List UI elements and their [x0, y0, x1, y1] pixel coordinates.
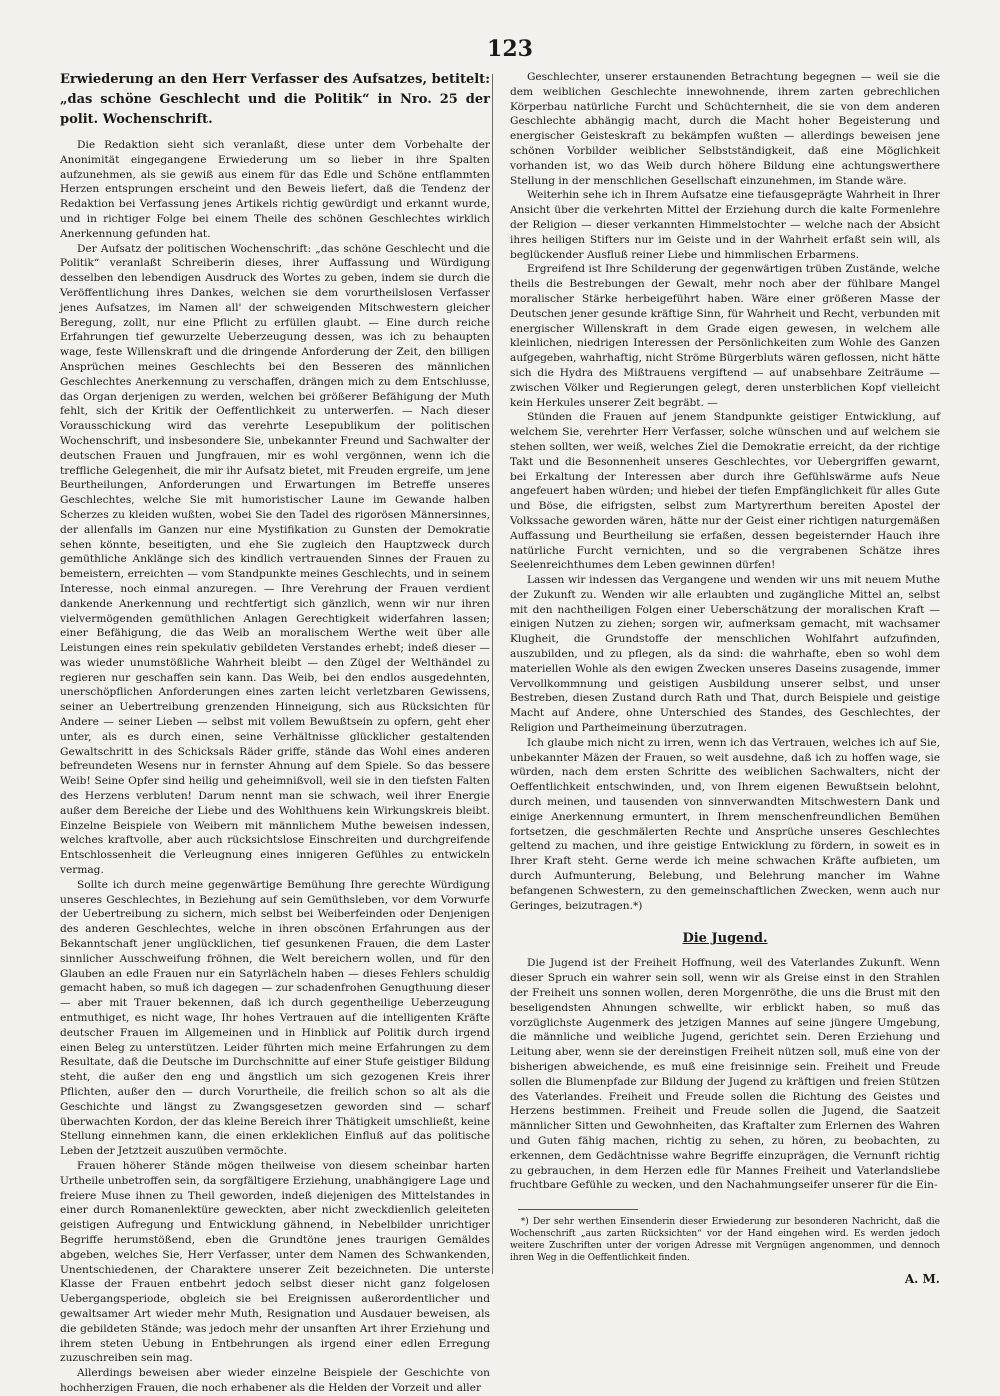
paragraph: Sollte ich durch meine gegenwärtige Bemühung Ihre gerechte Würdigung unseres Geschlechtes, in Beziehung auf sein Gemüthsleben, vor dem Vorwurfe der Uebertreibung zu sichern, mich selbst bei Weiberfeinden oder Denjenigen des anderen Geschlechtes, welche in ihren obscönen Erfahrungen aus der Bekanntschaft jener unglücklichen, tief gesunkenen Frauen, die dem Laster sinnlicher Ausschweifung fröhnen, die Welt bereichern wollen, und für den Glauben an edle Frauen nur ein Satyrlächeln haben — dieses Fehlers schuldig gemacht haben, so muß ich dagegen — zur schadenfrohen Genugthuung dieser — aber mit Trauer bekennen, daß ich durch gegentheilige Ueberzeugung entmuthiget, es nicht wage, Ihr hohes Vertrauen auf die intelligenten Kräfte deutscher Frauen im Allgemeinen und in Hinblick auf Politik durch irgend einen Beleg zu unterstützen. Leider führten mich meine Erfahrungen zu dem Resultate, daß die Deutsche im Durchschnitte auf einer Stufe geistiger Bildung steht, die außer den eng und ängstlich um sich gezogenen Kreis ihrer Pflichten, außer den — durch Vorurtheile, die freilich schon so alt als die Geschichte und längst zu Zwangsgesetzen geworden sind — scharf überwachten Kordon, der das kleine Bereich ihrer Thätigkeit umschließt, keine Stellung einnehmen kann, die einen erkleklichen Einfluß auf das politische Leben der Jetztzeit auszuüben vermöchte. — [60, 878, 490, 1158]
paragraph: Ergreifend ist Ihre Schilderung der gegenwärtigen trüben Zustände, welche theils die Bestrebungen der Gewalt, mehr noch aber der fühlbare Mangel moralischer Stärke herbeigeführt haben. Wäre einer größeren Masse der Deutschen jener gesunde kräftige Sinn, für Wahrheit und Recht, verbunden mit energischer Willenskraft in dem Grade eigen gewesen, in welchem alle kleinlichen, niedrigen Interessen der Persönlichkeiten zum Wohle des Ganzen aufgegeben, wahrhaftig, nicht Ströme Bürgerbluts wären geflossen, nicht hätte sich die Hydra des Mißtrauens vergiftend — auf unabsehbare Zeiträume — zwischen Völker und Regierungen gelegt, deren unsterblichen Kopf vielleicht kein Herkules unserer Zeit begräbt. — — [510, 263, 940, 409]
paragraph: Die Jugend ist der Freiheit Hoffnung, weil des Vaterlandes Zukunft. Wenn dieser Spruch ein wahrer sein soll, wenn wir als Greise einst in den Strahlen der Freiheit uns sonnen wollen, deren Morgenröthe, die uns die Brust mit den beseligendsten Ahnungen schwellte, wir erblickt haben, so muß das vorzüglichste Augenmerk des jetzigen Mannes auf seine jüngere Umgebung, die männliche und weibliche Jugend, gerichtet sein. Deren Erziehung und Leitung aber, wenn sie der dereinstigen Freiheit nützen soll, muß eine von der bisherigen abweichende, es muß eine freisinnige sein. Freiheit und Freude sollen die Blumenpfade zur Bildung der Jugend zu kräftigen und freien Stützen des Vaterlandes. Freiheit und Freude sollen die Richtung des Geistes und Herzens bestimmen. Freiheit und Freude sollen die Jugend, die Saatzeit männlicher Sitten und Gewohnheiten, das Kraftalter zum Erlernen des Wahren und Guten fähig machen, richtig zu sehen, zu hören, zu beobachten, zu erkennen, dem Gedächtnisse wahre Begriffe einzuprägen, die Vernunft richtig zu gebrauchen, in dem Herzen edle für Mannes Freiheit und Vaterlandsliebe fruchtbare Gefühle zu wecken, und den Nachahmungseifer unserer für die Ein- — [510, 957, 940, 1192]
signature: A. M. — [904, 1272, 940, 1287]
section-title: Die Jugend. — [682, 931, 768, 947]
paragraph: Stünden die Frauen auf jenem Standpunkte geistiger Entwicklung, auf welchem Sie, verehrter Herr Verfasser, solche wünschen und auf welchem sie stehen sollten, wer weiß, welches Ziel die Demokratie erreicht, da der richtige Takt und die Besonnenheit unseres Geschlechtes, vor Uebergriffen gewarnt, bei Erkaltung der Interessen aber durch ihre Gefühlswärme aufs Neue angefeuert haben würden; und hiebei der tiefen Empfänglichkeit für alles Gute und Böse, die eifrigsten, selbst zum Martyrerthum bereiten Apostel der Volkssache geworden wären, hätte nur der Geist einer richtigen naturgemäßen Auffassung und Beurtheilung sie erfaßen, dessen begeisternder Hauch ihre natürliche Furcht vernichten, und so die vergrabenen Schätze ihres Seelenreichthumes dem Leben gewinnen dürfen! — [510, 411, 940, 572]
paragraph: Lassen wir indessen das Vergangene und wenden wir uns mit neuem Muthe der Zukunft zu. Wenden wir alle erlaubten und zugängliche Mittel an, selbst mit den nachtheiligen Folgen einer Ueberschätzung der moralischen Kraft — einigen Nutzen zu ziehen; sorgen wir, aufmerksam gemacht, mit wachsamer Klugheit, die Grundstoffe der menschlichen Wohlfahrt aufzufinden, auszubilden, und zu pflegen, als da sind: die wahrhafte, eben so wohl dem materiellen Wohle als den ewigen Zwecken unseres Daseins zusagende, immer Vervollkommnung und geistigen Ausbildung unserer selbst, und unser Bestreben, diesen Zustand durch Rath und That, durch Beispiele und geistige Macht auf Andere, ohne Unterschied des Standes, des Geschlechtes, der Religion und Partheimeinung überzutragen. — [510, 574, 940, 735]
left-column — [60, 70, 490, 1396]
footnote: *) Der sehr werthen Einsenderin dieser Erwiederung zur besonderen Nachricht, daß die Wochenschrift „aus zarten Rücksichten“ vor der Hand eingehen wird. Es werden jedoch weitere Zuschriften unter der vorigen Adresse mit Vergnügen angenommen, und dennoch ihren Weg in die Oeffentlichkeit finden. — [510, 1217, 940, 1264]
page-number: 123 — [487, 36, 533, 62]
paragraph: Ich glaube mich nicht zu irren, wenn ich das Vertrauen, welches ich auf Sie, unbekannter Mäzen der Frauen, so weit ausdehne, daß ich zu hoffen wage, sie würden, nach dem ersten Schritte des weiblichen Sachwalters, nicht der Oeffentlichkeit entschwinden, und, von Ihrem eigenen Bewußtsein belohnt, durch meinen, und tausenden von sinnverwandten Mitschwestern Dank und einige Anerkennung ermuntert, in Ihrem menschenfreundlichen Bemühen fortsetzen, die geschmälerten Rechte und Ansprüche unseres Geschlechtes geltend zu machen, und ihre geistige Entwicklung zu fördern, in soweit es in Ihrer Kraft steht. Gerne werde ich meine schwachen Kräfte aufbieten, um durch Aufmunterung, Belebung, und Belehrung mancher im Wahne befangenen Schwestern, zu den gemeinschaftlichen Zwecken, wenn auch nur Geringes, beizutragen.*) — [510, 736, 940, 912]
footnote-rule — [518, 1209, 638, 1210]
paragraph: Weiterhin sehe ich in Ihrem Aufsatze eine tiefausgeprägte Wahrheit in Ihrer Ansicht über die verkehrten Mittel der Erziehung durch die kalte Formenlehre der Religion — dieser verkannten Himmelstochter — welche nach der Absicht ihres heiligen Stifters nur im Geiste und in der Wahrheit erfaßt sein will, als beglückender Ausfluß reiner Liebe und himmlischen Erbarmens. — [510, 189, 940, 261]
right-column — [510, 70, 940, 1286]
paragraph: Der Aufsatz der politischen Wochenschrift: „das schöne Geschlecht und die Politik“ veranlaßt Schreiberin dieses, ihrer Auffassung und Würdigung desselben den lebendigen Ausdruck des Wortes zu geben, indem sie durch die Veröffentlichung ihres Dankes, welchen sie dem vorurtheilslosen Verfasser jenes Aufsatzes, im Namen all' der schweigenden Mitschwestern gleicher Beregung, zollt, nur eine Pflicht zu erfüllen glaubt. — Eine durch reiche Erfahrungen tief gewurzelte Ueberzeugung dessen, was ich zu behaupten wage, feste Willenskraft und die dringende Anforderung der Zeit, den billigen Ansprüchen meines Geschlechts bei den Besseren des männlichen Geschlechtes Anerkennung zu verschaffen, drängen mich zu dem Entschlusse, das Organ derjenigen zu werden, welchen bei größerer Befähigung der Muth fehlt, sich der Kritik der Oeffentlichkeit zu unterwerfen. — Nach dieser Vorausschickung wird das verehrte Lesepublikum der politischen Wochenschrift, und insbesondere Sie, unbekannter Freund und Sachwalter der deutschen Frauen und Jungfrauen, mir es wohl vergönnen, wenn ich die treffliche Gelegenheit, die mir ihr Aufsatz bietet, mit Freuden ergreife, um jene Beurtheilungen, Anforderungen und Erwartungen im Betreffe unseres Geschlechtes, welche Sie mit humoristischer Laune im Gewande halben Scherzes zu kleiden wußten, wobei Sie den Tadel des rigorösen Männersinnes, der allenfalls im Ganzen nur eine Mystifikation zu Gunsten der Demokratie sehen könnte, beseitigten, und ehe Sie zugleich den Hauptzweck durch gemüthliche Anklänge sich des kindlich vertrauenden Sinnes der Frauen zu bemeistern, erreichten — vom Standpunkte meines Geschlechts, und in seinem Interesse, noch einmal anzuregen. — Ihre Verehrung der Frauen verdient dankende Anerkennung und rechtfertigt sich gänzlich, wenn wir nur ihren vielvermögenden gemüthlichen Anlagen Gerechtigkeit widerfahren lassen; einer Befähigung, die das Weib an moralischem Werthe weit über alle Leistungen eines rein spekulativ gebildeten Verstandes erhebt; indeß dieser — was wieder unumstößliche Wahrheit bleibt — den Zügel der Welthändel zu regieren nur geschaffen sein kann. Das Weib, bei den endlos ausgedehnten, unerschöpflichen Anforderungen eines zarten leicht verletzbaren Gewissens, seiner an Uebertreibung grenzenden Hinneigung, sich aus Rücksichten für Andere — seiner Lieben — selbst mit vollem Bewußtsein zu opfern, geht eher unter, als es durch einen, seine Verhältnisse glücklicher gestaltenden Gewaltschritt in des Schicksals Räder griffe, stände das Wohl eines anderen befreundeten Wesens nur in fernster Ahnung auf dem Spiele. So das bessere Weib! Seine Opfer sind heilig und geheimnißvoll, weil sie in den tiefsten Falten des Herzens verbluten! Darum nennt man sie schwach, weil ihrer Energie außer dem Bereiche der Liebe und des Wohlthuens kein Wirkungskreis bleibt. Einzelne Beispiele von Weibern mit männlichem Muthe beweisen indessen, welches kraftvolle, aber auch rücksichtslose Einschreiten und durchgreifende Entschlossenheit die Verleugnung eines innigeren Gefühles zu entwickeln vermag. — [60, 242, 490, 877]
paragraph: Allerdings beweisen aber wieder einzelne Beispiele der Geschichte von hochherzigen Frauen, die noch erhabener als die Helden der Vorzeit und aller — [60, 1367, 490, 1394]
paragraph: Die Redaktion sieht sich veranlaßt, diese unter dem Vorbehalte der Anonimität eingegangene Erwiederung um so lieber in ihre Spalten aufzunehmen, als sie gewiß aus einem für das Edle und Schöne entflammten Herzen entsprungen erscheint und den Beweis liefert, daß die Tendenz der Redaktion bei Verfassung jenes Artikels richtig gewürdigt und erkannt wurde, und in richtiger Folge bei einem Theile des schönen Geschlechtes wirklich Anerkennung gefunden hat. — [60, 139, 490, 240]
paragraph: Frauen höherer Stände mögen theilweise von diesem scheinbar harten Urtheile unbetroffen sein, da sorgfältigere Erziehung, unabhängigere Lage und freiere Muse ihnen zu Theil geworden, indeß diejenigen des Mittelstandes in einer durch Romanenlektüre geweckten, aber nicht zweckdienlich geleiteten geistigen Aufregung und Entwicklung gähnend, in Nebelbilder unrichtiger Begriffe herumstößend, eben die Grundtöne jenes traurigen Gemäldes abgeben, welches Sie, Herr Verfasser, unter dem Namen des Schwankenden, Unentschiedenen, der Charaktere unserer Zeit bezeichneten. Die unterste Klasse der Frauen entbehrt jedoch selbst dieser nicht ganz folgelosen Uebergangsperiode, obgleich sie bei Ereignissen außerordentlicher und gewaltsamer Art wieder mehr Muth, Resignation und Ausdauer beweisen, als die gebildeten Stände; was jedoch mehr der unsanften Art ihrer Erziehung und ihrem steten Uebung in Entbehrungen als irgend einer edlen Erregung zuzuschreiben sein mag. — [60, 1159, 490, 1365]
article-heading: Erwiederung an den Herr Verfasser des Aufsatzes, betitelt: „das schöne Geschlecht und die Politik“ in Nro. 25 der polit. Wochenschrift. — [60, 72, 490, 127]
paragraph: Geschlechter, unserer erstaunenden Betrachtung begegnen — weil sie die dem weiblichen Geschlechte innewohnende, ihrem zarten gebrechlichen Körperbau natürliche Furcht und Schüchternheit, die sie von dem anderen Geschlechte abhängig macht, durch die Macht hoher Begeisterung und energischer Geisteskraft zu bekämpfen wußten — allerdings beweisen jene schönen Vorbilder weiblicher Selbstständigkeit, daß eine Möglichkeit vorhanden ist, wo das Weib durch höhere Bildung eine achtungswerthere Stellung in der menschlichen Gesellschaft einzunehmen, im Stande wäre. — [510, 71, 940, 187]
column-divider — [492, 74, 493, 1274]
